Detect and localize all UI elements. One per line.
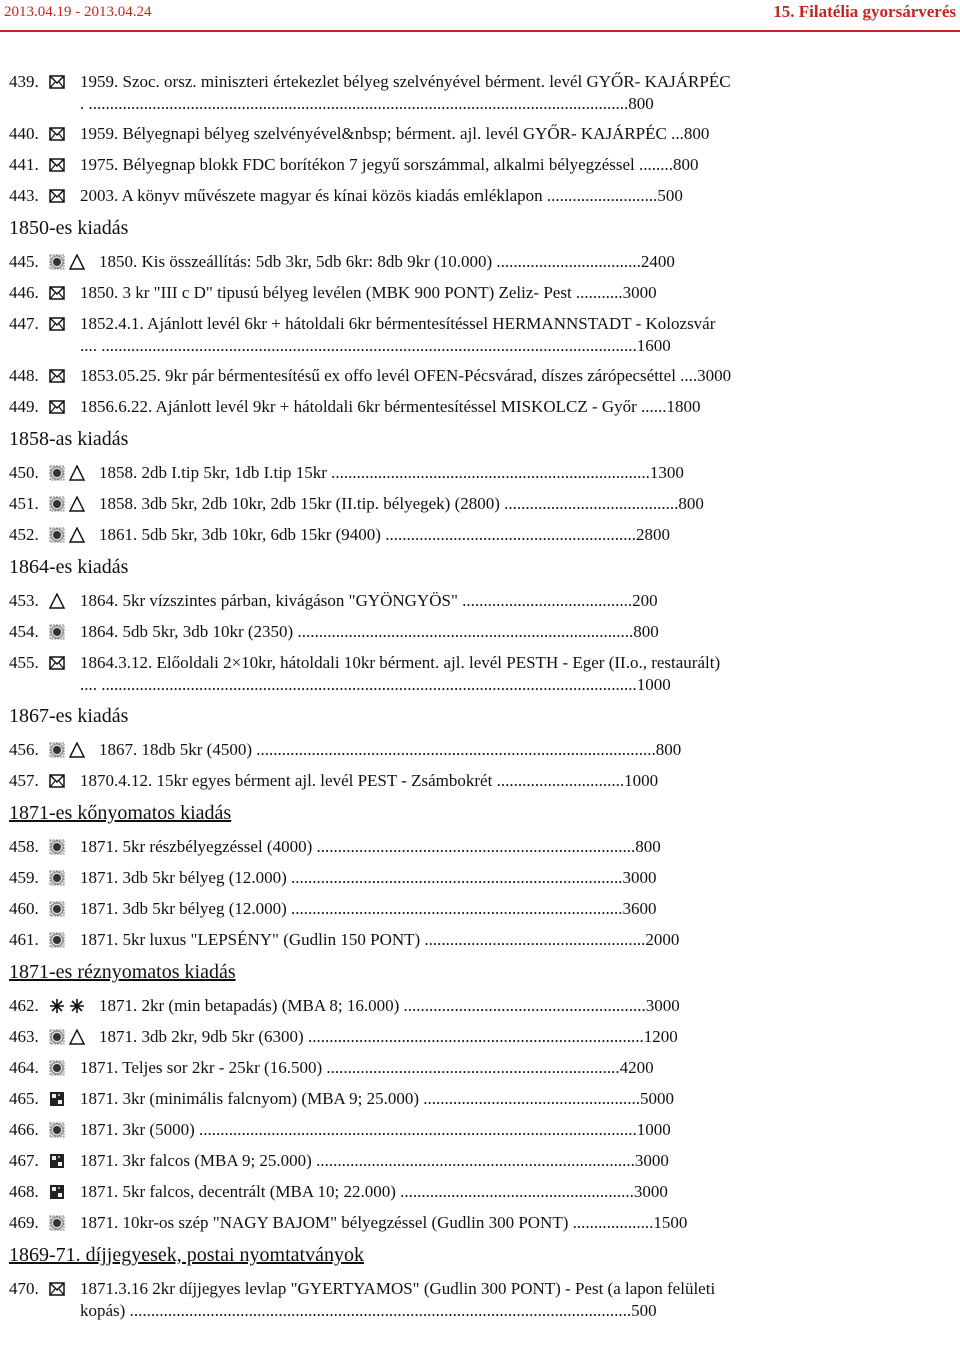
mint-triangle-icon bbox=[69, 1029, 85, 1045]
lot-row[interactable] bbox=[0, 893, 960, 924]
lot-description: 1856.6.22. Ajánlott levél 9kr + hátoldali 6kr bérmentesítéssel MISKOLCZ - Győr ......1800 bbox=[80, 397, 701, 416]
condition-icons bbox=[49, 1091, 65, 1107]
lot-row[interactable] bbox=[0, 277, 960, 308]
lot-description: 1867. 18db 5kr (4500) ..............................................................................................800 bbox=[99, 740, 682, 759]
section-heading-text: 1858-as kiadás bbox=[9, 428, 129, 450]
envelope-icon bbox=[49, 157, 65, 173]
lot-number: 446. bbox=[9, 283, 39, 302]
condition-icons bbox=[49, 465, 85, 481]
lot-row[interactable] bbox=[0, 616, 960, 647]
lot-number: 455. bbox=[9, 653, 39, 672]
condition-icons bbox=[49, 1029, 85, 1045]
lot-row[interactable] bbox=[0, 488, 960, 519]
lot-row[interactable] bbox=[0, 519, 960, 550]
lot-row[interactable] bbox=[0, 831, 960, 862]
lot-row[interactable] bbox=[0, 1145, 960, 1176]
lot-row[interactable] bbox=[0, 246, 960, 277]
condition-icons bbox=[49, 1122, 65, 1138]
lot-number: 453. bbox=[9, 591, 39, 610]
section-heading bbox=[0, 422, 960, 457]
lot-description-continued: kopás) ......................................................................................................................500 bbox=[80, 1301, 657, 1320]
condition-icons bbox=[49, 1060, 65, 1076]
lot-description: 1871. 2kr (min betapadás) (MBA 8; 16.000) .........................................................3000 bbox=[99, 996, 680, 1015]
lot-description: 1850. 3 kr "III c D" tipusú bélyeg levélen (MBK 900 PONT) Zeliz- Pest ...........3000 bbox=[80, 283, 657, 302]
section-heading bbox=[0, 1238, 960, 1273]
lot-row[interactable] bbox=[0, 924, 960, 955]
lot-row[interactable] bbox=[0, 360, 960, 391]
mint-star-icon bbox=[69, 998, 85, 1014]
envelope-icon bbox=[49, 655, 65, 671]
condition-icons bbox=[49, 157, 65, 173]
page-header bbox=[0, 0, 960, 30]
envelope-icon bbox=[49, 773, 65, 789]
lot-description: 1861. 5db 5kr, 3db 10kr, 6db 15kr (9400) ...........................................................2800 bbox=[99, 525, 670, 544]
condition-icons bbox=[49, 254, 85, 270]
lot-description-continued: .... ..............................................................................................................................1600 bbox=[80, 336, 671, 355]
mint-triangle-icon bbox=[69, 496, 85, 512]
section-heading bbox=[0, 211, 960, 246]
condition-icons bbox=[49, 1215, 65, 1231]
lot-description-continued: .... ..............................................................................................................................1000 bbox=[80, 675, 671, 694]
condition-icons bbox=[49, 1153, 65, 1169]
envelope-icon bbox=[49, 285, 65, 301]
section-heading-text: 1871-es réznyomatos kiadás bbox=[9, 961, 236, 983]
lot-row[interactable] bbox=[0, 180, 960, 211]
section-heading-text: 1864-es kiadás bbox=[9, 556, 129, 578]
section-heading bbox=[0, 550, 960, 585]
lot-number: 465. bbox=[9, 1089, 39, 1108]
lot-number: 447. bbox=[9, 314, 39, 333]
lot-row[interactable] bbox=[0, 66, 960, 118]
lot-description: 1858. 2db I.tip 5kr, 1db I.tip 15kr ...........................................................................1300 bbox=[99, 463, 684, 482]
lot-row[interactable] bbox=[0, 1207, 960, 1238]
condition-icons bbox=[49, 773, 65, 789]
lot-number: 467. bbox=[9, 1151, 39, 1170]
condition-icons bbox=[49, 932, 65, 948]
lot-description: 1864. 5db 5kr, 3db 10kr (2350) ...............................................................................800 bbox=[80, 622, 659, 641]
used-stamp-icon bbox=[49, 496, 65, 512]
lot-number: 441. bbox=[9, 155, 39, 174]
hinged-stamp-icon bbox=[49, 1184, 65, 1200]
condition-icons bbox=[49, 74, 65, 90]
mint-triangle-icon bbox=[69, 465, 85, 481]
lot-description: 1871. 3db 5kr bélyeg (12.000) ..............................................................................3600 bbox=[80, 899, 657, 918]
auction-title: 15. Filatélia gyorsárverés bbox=[773, 2, 956, 21]
lot-number: 454. bbox=[9, 622, 39, 641]
envelope-icon bbox=[49, 126, 65, 142]
lot-row[interactable] bbox=[0, 457, 960, 488]
section-heading-text: 1869-71. díjjegyesek, postai nyomtatványok bbox=[9, 1244, 364, 1266]
envelope-icon bbox=[49, 368, 65, 384]
used-stamp-icon bbox=[49, 839, 65, 855]
lot-row[interactable] bbox=[0, 308, 960, 360]
lot-description: 1959. Bélyegnapi bélyeg szelvényével&nbsp; bérment. ajl. levél GYŐR- KAJÁRPÉC ...800 bbox=[80, 124, 710, 143]
lot-row[interactable] bbox=[0, 765, 960, 796]
lot-number: 449. bbox=[9, 397, 39, 416]
hinged-stamp-icon bbox=[49, 1091, 65, 1107]
hinged-stamp-icon bbox=[49, 1153, 65, 1169]
lot-description: 1864.3.12. Előoldali 2×10kr, hátoldali 10kr bérment. ajl. levél PESTH - Eger (II.o., restaurált) bbox=[80, 653, 721, 672]
lot-number: 458. bbox=[9, 837, 39, 856]
condition-icons bbox=[49, 399, 65, 415]
lot-number: 462. bbox=[9, 996, 39, 1015]
lot-number: 457. bbox=[9, 771, 39, 790]
lot-number: 440. bbox=[9, 124, 39, 143]
condition-icons bbox=[49, 368, 65, 384]
lot-row[interactable] bbox=[0, 862, 960, 893]
lot-list bbox=[0, 66, 960, 1325]
lot-number: 451. bbox=[9, 494, 39, 513]
lot-number: 445. bbox=[9, 252, 39, 271]
section-heading-text: 1867-es kiadás bbox=[9, 705, 129, 727]
lot-row[interactable] bbox=[0, 1273, 960, 1325]
condition-icons bbox=[49, 593, 65, 609]
lot-row[interactable] bbox=[0, 118, 960, 149]
condition-icons bbox=[49, 126, 65, 142]
lot-description: 1871. 3kr (5000) .......................................................................................................1000 bbox=[80, 1120, 671, 1139]
lot-row[interactable] bbox=[0, 1176, 960, 1207]
used-stamp-icon bbox=[49, 1122, 65, 1138]
condition-icons bbox=[49, 624, 65, 640]
lot-number: 466. bbox=[9, 1120, 39, 1139]
envelope-icon bbox=[49, 74, 65, 90]
lot-description: 1871. 3kr falcos (MBA 9; 25.000) ...........................................................................3000 bbox=[80, 1151, 669, 1170]
used-stamp-icon bbox=[49, 254, 65, 270]
lot-number: 469. bbox=[9, 1213, 39, 1232]
lot-description: 1850. Kis összeállítás: 5db 3kr, 5db 6kr: 8db 9kr (10.000) ..................................2400 bbox=[99, 252, 675, 271]
lot-description: 1871. Teljes sor 2kr - 25kr (16.500) .....................................................................4200 bbox=[80, 1058, 654, 1077]
lot-row[interactable] bbox=[0, 990, 960, 1021]
condition-icons bbox=[49, 742, 85, 758]
lot-number: 461. bbox=[9, 930, 39, 949]
lot-description: 1871. 3db 5kr bélyeg (12.000) ..............................................................................3000 bbox=[80, 868, 657, 887]
lot-description-continued: . ...............................................................................................................................800 bbox=[80, 94, 654, 113]
lot-description: 1975. Bélyegnap blokk FDC borítékon 7 jegyű sorszámmal, alkalmi bélyegzéssel ........800 bbox=[80, 155, 699, 174]
lot-description: 1870.4.12. 15kr egyes bérment ajl. levél PEST - Zsámbokrét ..............................1000 bbox=[80, 771, 659, 790]
section-heading bbox=[0, 955, 960, 990]
condition-icons bbox=[49, 316, 65, 332]
lot-row[interactable] bbox=[0, 149, 960, 180]
lot-number: 448. bbox=[9, 366, 39, 385]
envelope-icon bbox=[49, 1281, 65, 1297]
lot-row[interactable] bbox=[0, 1083, 960, 1114]
condition-icons bbox=[49, 998, 85, 1014]
used-stamp-icon bbox=[49, 932, 65, 948]
condition-icons bbox=[49, 839, 65, 855]
mint-triangle-icon bbox=[69, 742, 85, 758]
lot-row[interactable] bbox=[0, 647, 960, 699]
lot-row[interactable] bbox=[0, 1114, 960, 1145]
section-heading bbox=[0, 796, 960, 831]
lot-description: 1853.05.25. 9kr pár bérmentesítésű ex offo levél OFEN-Pécsvárad, díszes zárópecséttel ....3000 bbox=[80, 366, 732, 385]
mint-triangle-icon bbox=[69, 527, 85, 543]
section-heading bbox=[0, 699, 960, 734]
lot-row[interactable] bbox=[0, 1052, 960, 1083]
lot-number: 452. bbox=[9, 525, 39, 544]
used-stamp-icon bbox=[49, 742, 65, 758]
condition-icons bbox=[49, 901, 65, 917]
lot-row[interactable] bbox=[0, 1021, 960, 1052]
used-stamp-icon bbox=[49, 1060, 65, 1076]
condition-icons bbox=[49, 1184, 65, 1200]
lot-number: 463. bbox=[9, 1027, 39, 1046]
lot-number: 456. bbox=[9, 740, 39, 759]
lot-number: 468. bbox=[9, 1182, 39, 1201]
used-stamp-icon bbox=[49, 1029, 65, 1045]
condition-icons bbox=[49, 1281, 65, 1297]
mint-triangle-icon bbox=[69, 254, 85, 270]
lot-number: 459. bbox=[9, 868, 39, 887]
lot-description: 1871. 5kr luxus "LEPSÉNY" (Gudlin 150 PONT) ....................................................2000 bbox=[80, 930, 680, 949]
section-heading-text: 1850-es kiadás bbox=[9, 217, 129, 239]
lot-description: 1871. 5kr falcos, decentrált (MBA 10; 22.000) .......................................................3000 bbox=[80, 1182, 668, 1201]
mint-triangle-icon bbox=[49, 593, 65, 609]
lot-description: 1871. 3kr (minimális falcnyom) (MBA 9; 25.000) ...................................................5000 bbox=[80, 1089, 675, 1108]
header-divider bbox=[0, 30, 960, 32]
mint-star-icon bbox=[49, 998, 65, 1014]
lot-number: 450. bbox=[9, 463, 39, 482]
condition-icons bbox=[49, 496, 85, 512]
lot-description: 1871. 3db 2kr, 9db 5kr (6300) ...............................................................................1200 bbox=[99, 1027, 678, 1046]
lot-description: 1871.3.16 2kr díjjegyes levlap "GYERTYAMOS" (Gudlin 300 PONT) - Pest (a lapon felületi bbox=[80, 1279, 716, 1298]
lot-row[interactable] bbox=[0, 734, 960, 765]
lot-row[interactable] bbox=[0, 391, 960, 422]
condition-icons bbox=[49, 285, 65, 301]
condition-icons bbox=[49, 188, 65, 204]
condition-icons bbox=[49, 527, 85, 543]
used-stamp-icon bbox=[49, 527, 65, 543]
used-stamp-icon bbox=[49, 1215, 65, 1231]
lot-row[interactable] bbox=[0, 585, 960, 616]
condition-icons bbox=[49, 870, 65, 886]
used-stamp-icon bbox=[49, 465, 65, 481]
lot-number: 460. bbox=[9, 899, 39, 918]
envelope-icon bbox=[49, 316, 65, 332]
lot-number: 443. bbox=[9, 186, 39, 205]
lot-number: 470. bbox=[9, 1279, 39, 1298]
lot-description: 1871. 10kr-os szép "NAGY BAJOM" bélyegzéssel (Gudlin 300 PONT) ...................1500 bbox=[80, 1213, 688, 1232]
date-range: 2013.04.19 - 2013.04.24 bbox=[4, 4, 152, 20]
section-heading-text: 1871-es kőnyomatos kiadás bbox=[9, 802, 232, 824]
lot-number: 439. bbox=[9, 72, 39, 91]
used-stamp-icon bbox=[49, 870, 65, 886]
condition-icons bbox=[49, 655, 65, 671]
used-stamp-icon bbox=[49, 624, 65, 640]
envelope-icon bbox=[49, 399, 65, 415]
lot-description: 2003. A könyv művészete magyar és kínai közös kiadás emléklapon ..........................500 bbox=[80, 186, 683, 205]
lot-description: 1871. 5kr részbélyegzéssel (4000) ...........................................................................800 bbox=[80, 837, 661, 856]
lot-description: 1858. 3db 5kr, 2db 10kr, 2db 15kr (II.tip. bélyegek) (2800) .........................................800 bbox=[99, 494, 704, 513]
envelope-icon bbox=[49, 188, 65, 204]
lot-description: 1959. Szoc. orsz. miniszteri értekezlet bélyeg szelvényével bérment. levél GYŐR- KAJÁRPÉC bbox=[80, 72, 731, 91]
lot-number: 464. bbox=[9, 1058, 39, 1077]
lot-description: 1852.4.1. Ajánlott levél 6kr + hátoldali 6kr bérmentesítéssel HERMANNSTADT - Kolozsvár bbox=[80, 314, 716, 333]
lot-description: 1864. 5kr vízszintes párban, kivágáson "GYÖNGYÖS" ........................................200 bbox=[80, 591, 658, 610]
used-stamp-icon bbox=[49, 901, 65, 917]
